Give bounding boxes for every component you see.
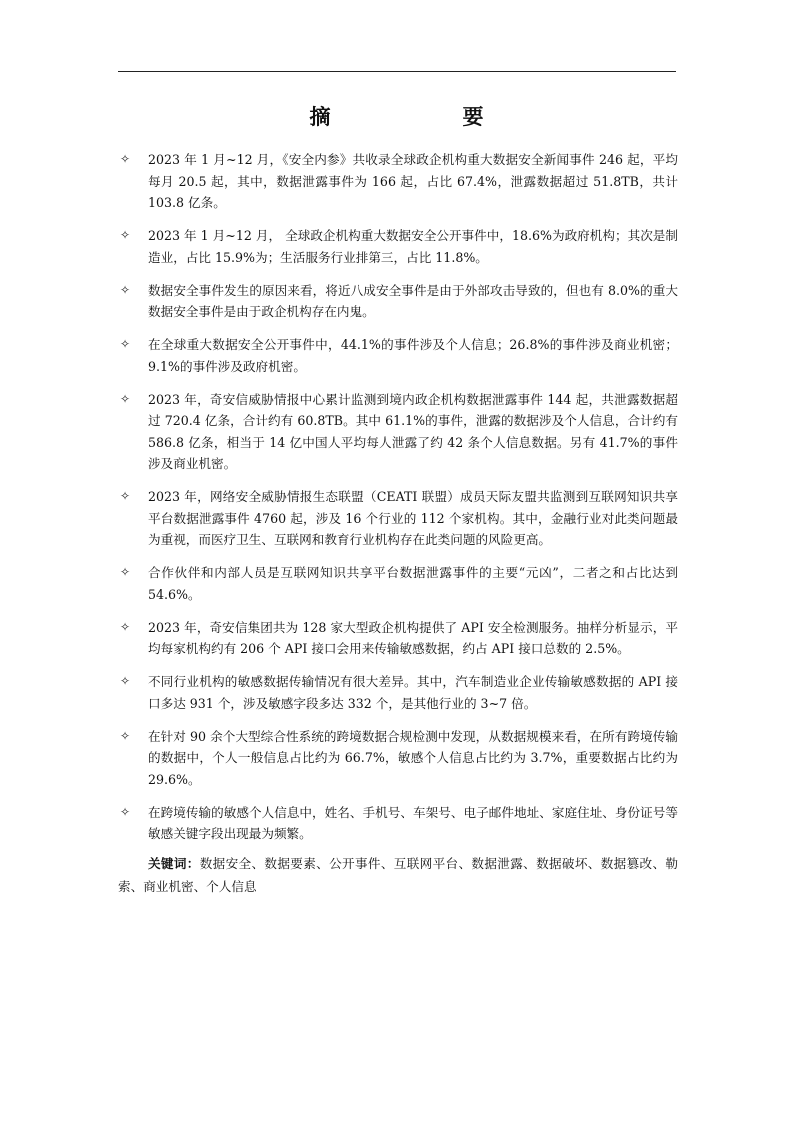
- page-title: 摘 要: [309, 105, 514, 129]
- diamond-outline-icon: ✧: [120, 674, 131, 688]
- diamond-outline-icon: ✧: [120, 391, 131, 406]
- diamond-outline-icon: ✧: [120, 228, 131, 242]
- diamond-outline-icon: ✧: [120, 728, 131, 743]
- diamond-outline-icon: ✧: [120, 804, 131, 819]
- summary-item-text: 在针对 90 余个大型综合性系统的跨境数据合规检测中发现，从数据规模来看，在所有跨境传输的数据中，个人一般信息占比约为 66.7%，敏感个人信息占比约为 3.7%，重要数据占比约为 29.6%。: [148, 728, 678, 787]
- summary-item-text: 2023 年 1 月~12 月，《安全内参》共收录全球政企机构重大数据安全新闻事件 246 起，平均每月 20.5 起，其中，数据泄露事件为 166 起，占比 67.4%，泄露数据超过 51.8TB，共计 103.8 亿条。: [148, 152, 678, 210]
- summary-item-text: 2023 年，奇安信威胁情报中心累计监测到境内政企机构数据泄露事件 144 起，共泄露数据超过 720.4 亿条，合计约有 60.8TB。其中 61.1%的事件，泄露的数据涉及个人信息，合计约有 586.8 亿条，相当于 14 亿中国人平均每人泄露了约 42 条个人信息数据。另有 41.7%的事件涉及商业机密。: [148, 391, 678, 471]
- header-rule: [118, 71, 676, 72]
- diamond-outline-icon: ✧: [120, 565, 131, 579]
- summary-item-7: [118, 562, 678, 605]
- summary-item-5: [118, 389, 678, 475]
- summary-list: [118, 149, 678, 856]
- keywords-label: 关键词：: [148, 856, 200, 871]
- summary-item-2: [118, 225, 678, 268]
- diamond-outline-icon: ✧: [120, 152, 131, 166]
- keywords-paragraph: [118, 852, 678, 898]
- summary-item-text: 在跨境传输的敏感个人信息中，姓名、手机号、车架号、电子邮件地址、家庭住址、身份证号等敏感关键字段出现最为频繁。: [148, 804, 678, 841]
- keywords-text: 数据安全、数据要素、公开事件、互联网平台、数据泄露、数据破坏、数据篡改、勒索、商业机密、个人信息: [118, 856, 679, 894]
- summary-item-3: [118, 280, 678, 323]
- summary-item-8: [118, 617, 678, 660]
- summary-item-9: [118, 671, 678, 714]
- diamond-outline-icon: ✧: [120, 282, 131, 297]
- diamond-outline-icon: ✧: [120, 337, 131, 351]
- summary-item-text: 2023 年，网络安全威胁情报生态联盟（CEATI 联盟）成员天际友盟共监测到互联网知识共享平台数据泄露事件 4760 起，涉及 16 个行业的 112 个家机构。其中，金融行业对此类问题最为重视，而医疗卫生、互联网和教育行业机构存在此类问题的风险更高。: [148, 489, 678, 547]
- diamond-outline-icon: ✧: [120, 619, 131, 634]
- summary-item-text: 数据安全事件发生的原因来看，将近八成安全事件是由于外部攻击导致的，但也有 8.0%的重大数据安全事件是由于政企机构存在内鬼。: [148, 282, 678, 319]
- summary-item-text: 不同行业机构的敏感数据传输情况有很大差异。其中，汽车制造业企业传输敏感数据的 API 接口多达 931 个，涉及敏感字段多达 332 个，是其他行业的 3~7 倍。: [148, 674, 678, 711]
- diamond-outline-icon: ✧: [120, 489, 131, 503]
- summary-item-text: 在全球重大数据安全公开事件中，44.1%的事件涉及个人信息；26.8%的事件涉及商业机密；9.1%的事件涉及政府机密。: [148, 337, 678, 374]
- summary-item-4: [118, 334, 678, 377]
- summary-item-text: 合作伙伴和内部人员是互联网知识共享平台数据泄露事件的主要“元凶”，二者之和占比达到 54.6%。: [148, 565, 678, 602]
- summary-item-10: [118, 726, 678, 791]
- summary-item-1: [118, 149, 678, 214]
- summary-item-6: [118, 486, 678, 551]
- summary-item-11: [118, 802, 678, 845]
- summary-item-text: 2023 年，奇安信集团共为 128 家大型政企机构提供了 API 安全检测服务。抽样分析显示，平均每家机构约有 206 个 API 接口会用来传输敏感数据，约占 API 接口总数的 2.5%。: [148, 619, 678, 656]
- summary-item-text: 2023 年 1 月~12 月， 全球政企机构重大数据安全公开事件中，18.6%为政府机构；其次是制造业，占比 15.9%为；生活服务行业排第三，占比 11.8%。: [148, 228, 678, 265]
